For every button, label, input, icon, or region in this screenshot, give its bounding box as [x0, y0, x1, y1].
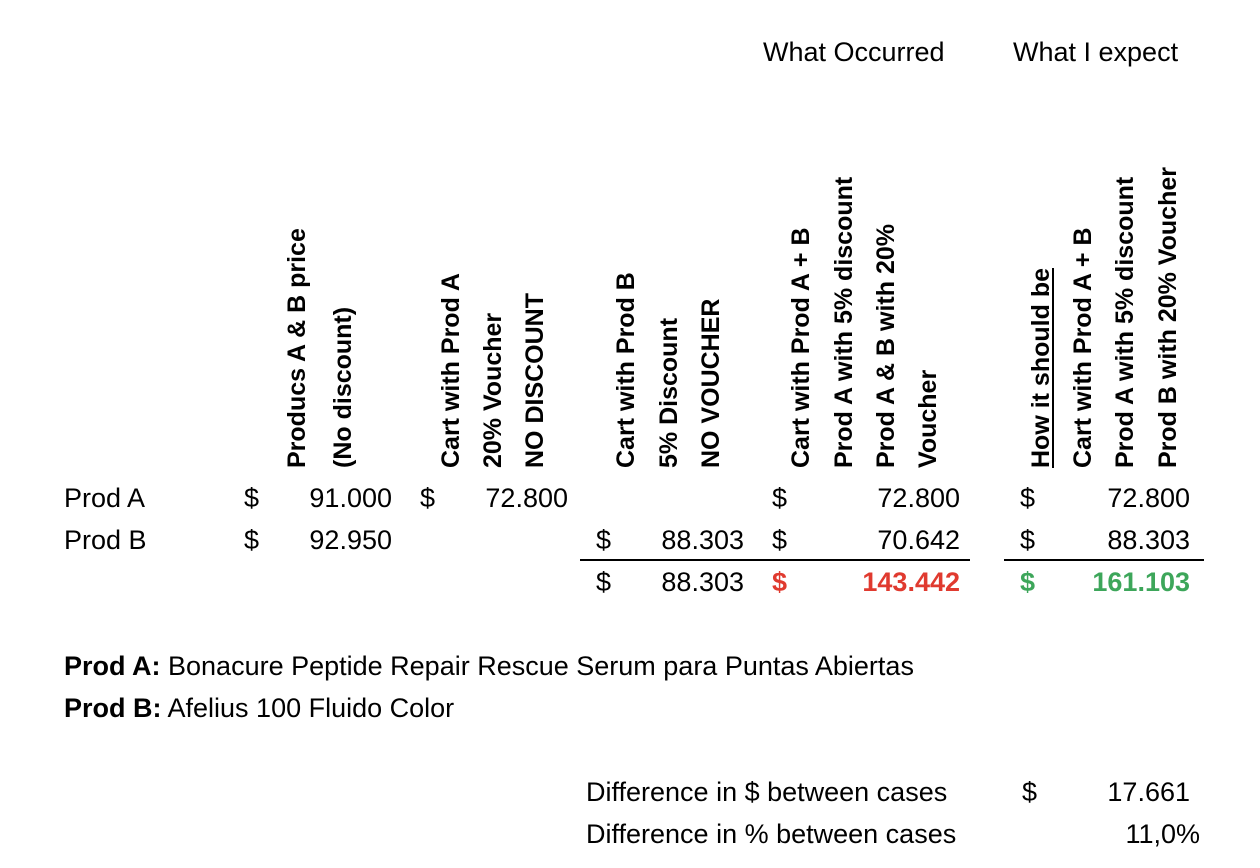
currency-symbol: $: [596, 567, 612, 597]
currency-symbol: $: [244, 483, 260, 513]
column-header-expected-line4: Prod B with 20% Voucher: [1154, 167, 1182, 468]
currency-symbol: $: [1020, 483, 1036, 513]
difference-money-value: 17.661: [1107, 777, 1190, 807]
row-label-prod-a: Prod A: [64, 483, 146, 513]
currency-symbol: $: [244, 525, 260, 555]
currency-symbol: $: [596, 525, 612, 555]
cart-b-total: 88.303: [661, 567, 744, 597]
prod-a-occurred-price: 72.800: [877, 483, 960, 513]
prod-a-base-price: 91.000: [309, 483, 392, 513]
column-header-expected-line3: Prod A with 5% discount: [1111, 176, 1139, 468]
product-b-key: Prod B:: [64, 693, 162, 723]
difference-money-currency: $: [1022, 777, 1038, 807]
column-header-cart-b-line2: 5% Discount: [655, 317, 683, 468]
column-header-occurred-line3: Prod A & B with 20%: [872, 223, 900, 468]
prod-a-cart-a-price: 72.800: [485, 483, 568, 513]
prod-b-base-price: 92.950: [309, 525, 392, 555]
column-header-cart-b-line3: NO VOUCHER: [697, 298, 725, 468]
column-header-cart-a-line1: Cart with Prod A: [437, 273, 465, 468]
column-header-expected-line1: How it should be: [1027, 268, 1055, 468]
prod-b-occurred-price: 70.642: [877, 525, 960, 555]
column-header-cart-a-line2: 20% Voucher: [479, 312, 507, 468]
column-header-cart-a-line3: NO DISCOUNT: [521, 293, 549, 468]
column-header-base-price-line1: Producs A & B price: [283, 228, 311, 468]
column-header-occurred-line4: Voucher: [914, 369, 942, 468]
product-a-key: Prod A:: [64, 651, 161, 681]
product-a-description: [64, 650, 914, 682]
column-header-cart-b-line1: Cart with Prod B: [612, 272, 640, 468]
what-i-expect-header: What I expect: [1013, 37, 1179, 67]
column-header-expected-line2: Cart with Prod A + B: [1069, 227, 1097, 468]
column-header-occurred-line2: Prod A with 5% discount: [830, 176, 858, 468]
currency-symbol: $: [772, 525, 788, 555]
difference-money-label: Difference in $ between cases: [586, 777, 948, 807]
product-b-description: [64, 692, 454, 724]
occurred-total: 143.442: [862, 567, 960, 597]
prod-b-cart-b-price: 88.303: [661, 525, 744, 555]
product-b-name: Afelius 100 Fluido Color: [167, 693, 455, 723]
expected-total-currency: $: [1020, 567, 1036, 597]
column-header-base-price-line2: (No discount): [329, 306, 357, 468]
currency-symbol: $: [420, 483, 436, 513]
prod-a-expected-price: 72.800: [1107, 483, 1190, 513]
column-header-occurred-line1: Cart with Prod A + B: [787, 227, 815, 468]
expected-total: 161.103: [1092, 567, 1190, 597]
currency-symbol: $: [1020, 525, 1036, 555]
product-a-name: Bonacure Peptide Repair Rescue Serum para Puntas Abiertas: [168, 651, 914, 681]
difference-percent-label: Difference in % between cases: [586, 819, 957, 849]
prod-b-expected-price: 88.303: [1107, 525, 1190, 555]
subtotal-rule-occurred: [580, 559, 970, 561]
difference-percent-value: 11,0%: [1125, 819, 1200, 849]
occurred-total-currency: $: [772, 567, 788, 597]
row-label-prod-b: Prod B: [64, 525, 147, 555]
what-occurred-header: What Occurred: [763, 37, 945, 67]
subtotal-rule-expected: [1004, 559, 1204, 561]
currency-symbol: $: [772, 483, 788, 513]
